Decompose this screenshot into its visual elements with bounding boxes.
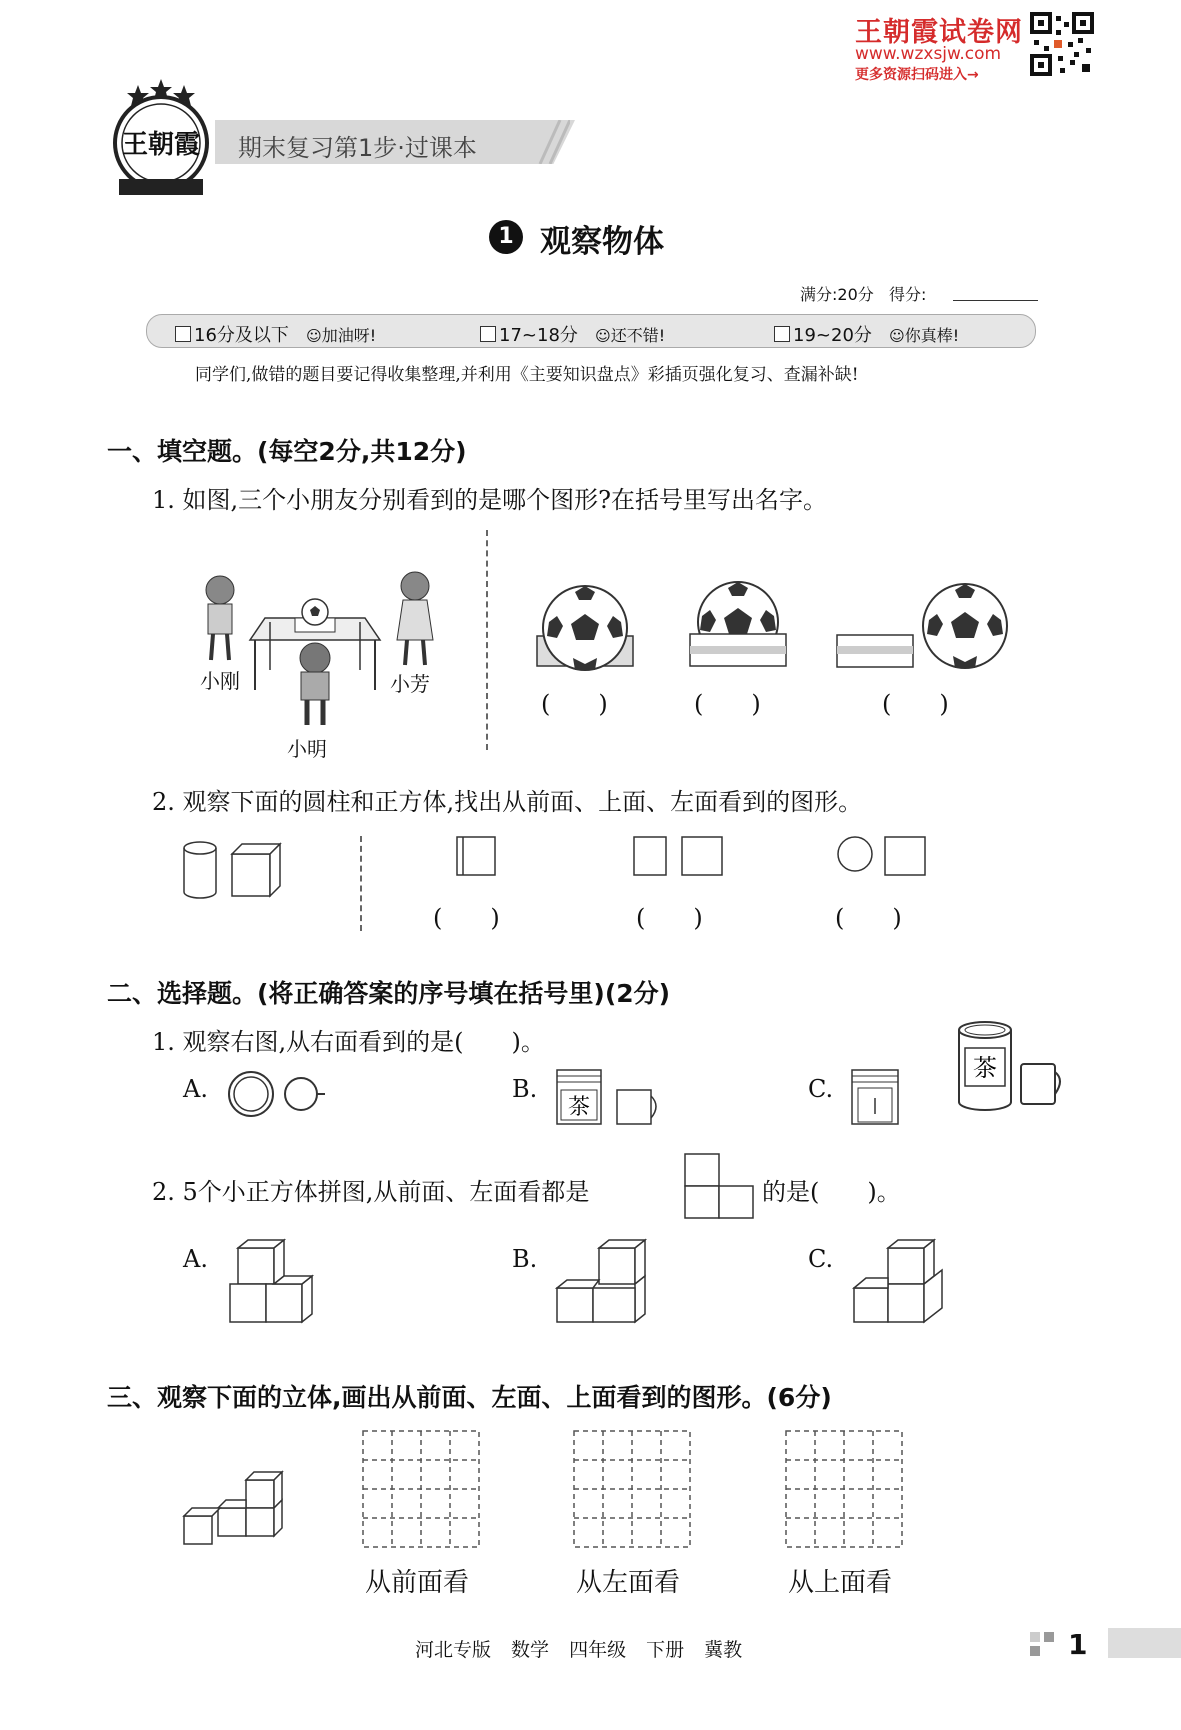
s1-q1-blank-3[interactable]: ( ) [882,690,949,718]
s2-q2-option-c-figure [852,1238,952,1328]
chapter-number: 1 [489,220,523,254]
svg-text:茶: 茶 [973,1054,997,1082]
s2-q1-option-c-figure [850,1068,910,1128]
kid-name-xiaoming: 小明 [287,737,327,761]
caption-top-view: 从上面看 [788,1568,893,1598]
grade-level-low: 16分及以下 ☺加油呀! [175,321,376,347]
view-circle-square [835,835,935,880]
footer-squares-icon [1030,1632,1060,1660]
chapter-title: 观察物体 [540,224,664,260]
caption-front-view: 从前面看 [365,1568,470,1598]
svg-text:王朝霞: 王朝霞 [121,130,201,160]
kids-table-illustration [195,560,455,730]
section3-title: 三、观察下面的立体,画出从前面、左面、上面看到的图形。(6分) [107,1383,832,1412]
view-option-3 [835,580,1015,675]
s1-q1-blank-1[interactable]: ( ) [541,690,608,718]
smile-icon: ☺ [306,327,322,345]
s2-q1-option-b-figure [555,1068,665,1128]
grid-left-view[interactable] [573,1430,693,1550]
footer-info: 河北专版 数学 四年级 下册 冀教 [415,1639,743,1661]
grade-bar [146,314,1036,348]
s1-q2-blank-2[interactable]: ( ) [636,904,703,932]
banner-title: 期末复习第1步·过课本 [238,134,477,162]
s1-q1-blank-2[interactable]: ( ) [694,690,761,718]
s2-q1-option-b[interactable]: B. [512,1075,538,1103]
banner-stripes [530,120,570,164]
tea-can-cup-figure [955,1020,1065,1120]
s1-q1-text: 1. 如图,三个小朋友分别看到的是哪个图形?在括号里写出名字。 [152,486,828,514]
qr-code-icon[interactable] [1030,12,1094,76]
divider [360,836,362,931]
view-two-squares [632,835,732,880]
svg-text:茶: 茶 [567,1095,591,1120]
s2-q2-option-c[interactable]: C. [808,1245,834,1273]
grid-top-view[interactable] [785,1430,905,1550]
divider [486,530,488,750]
s2-q2-view-figure [683,1152,755,1222]
grade-low-checkbox[interactable] [175,326,191,342]
brand-logo-icon [105,75,217,205]
site-url[interactable]: www.wzxsjw.com [855,44,1002,64]
kid-name-xiaogang: 小刚 [200,669,240,693]
smile-icon: ☺ [595,327,611,345]
score-got-label: 得分: [889,285,927,304]
score-input-line[interactable] [953,300,1038,301]
s2-q2-option-a[interactable]: A. [183,1245,208,1273]
grade-mid-checkbox[interactable] [480,326,496,342]
grade-high-checkbox[interactable] [774,326,790,342]
s1-q2-blank-1[interactable]: ( ) [433,904,500,932]
s2-q1-option-a[interactable]: A. [183,1075,208,1103]
site-more-link[interactable]: 更多资源扫码进入→ [855,67,979,83]
s3-solid-figure [180,1470,290,1550]
page-number: 1 [1068,1628,1088,1661]
caption-left-view: 从左面看 [576,1568,681,1598]
s2-q2-text-after: 的是( )。 [762,1178,901,1206]
cylinder-cube-figure [180,840,290,900]
section1-title: 一、填空题。(每空2分,共12分) [107,437,467,466]
view-option-1 [535,580,635,675]
grid-front-view[interactable] [362,1430,482,1550]
s2-q2-option-b[interactable]: B. [512,1245,538,1273]
s2-q1-option-a-figure [225,1070,335,1120]
grade-level-high: 19~20分 ☺你真棒! [774,321,959,347]
kid-name-xiaofang: 小芳 [390,672,430,696]
smile-icon: ☺ [889,327,905,345]
s2-q1-text: 1. 观察右图,从右面看到的是( )。 [152,1028,545,1056]
grade-level-mid: 17~18分 ☺还不错! [480,321,665,347]
section2-title: 二、选择题。(将正确答案的序号填在括号里)(2分) [107,979,671,1008]
site-title: 王朝霞试卷网 [855,17,1023,48]
s1-q2-blank-3[interactable]: ( ) [835,904,902,932]
s2-q2-option-b-figure [555,1238,655,1328]
score-full: 满分:20分 得分: [800,285,927,304]
s1-q2-text: 2. 观察下面的圆柱和正方体,找出从前面、上面、左面看到的图形。 [152,788,863,816]
view-square-double-edge [455,835,505,880]
instruction-note: 同学们,做错的题目要记得收集整理,并利用《主要知识盘点》彩插页强化复习、查漏补缺! [195,365,859,385]
view-option-2 [688,580,788,675]
page-bar [1108,1628,1181,1658]
s2-q2-option-a-figure [228,1238,318,1328]
s2-q1-option-c[interactable]: C. [808,1075,834,1103]
s2-q2-text-before: 2. 5个小正方体拼图,从前面、左面看都是 [152,1178,590,1206]
